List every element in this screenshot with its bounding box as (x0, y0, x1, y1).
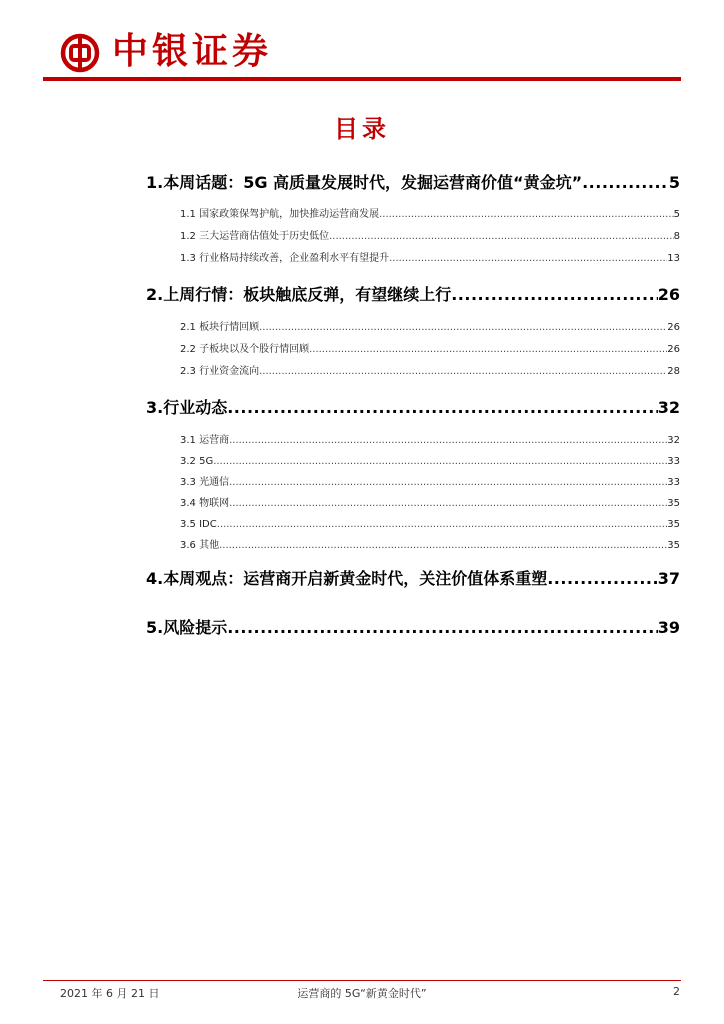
footer-report-title: 运营商的 5G“新黄金时代” (297, 987, 427, 1000)
dot-leader (227, 398, 658, 418)
toc-entry-1-1[interactable] (180, 208, 680, 222)
dot-leader (329, 230, 674, 244)
toc-entry-1-3[interactable] (180, 252, 680, 266)
page-header (0, 0, 724, 82)
toc-entry-title: 3.5 IDC (180, 519, 217, 530)
toc-entry-page: 32 (667, 435, 680, 446)
toc-entry-1[interactable] (146, 173, 680, 193)
toc-entry-1-2[interactable] (180, 230, 680, 244)
dot-leader (389, 252, 667, 266)
toc-entry-title: 3.行业动态 (146, 398, 228, 417)
footer-date: 2021 年 6 月 21 日 (60, 987, 160, 1000)
toc-entry-title: 3.3 光通信 (180, 477, 230, 488)
toc-entry-3-5[interactable] (180, 518, 680, 532)
dot-leader (229, 434, 667, 448)
toc-entry-title: 1.3 行业格局持续改善，企业盈利水平有望提升 (180, 253, 390, 264)
dot-leader (259, 321, 667, 335)
toc-entry-3-1[interactable] (180, 434, 680, 448)
toc-title: 目录 (334, 115, 390, 143)
toc-entry-title: 2.2 子板块以及个股行情回顾 (180, 344, 310, 355)
toc-entry-page: 5 (673, 209, 680, 220)
toc-entry-page: 26 (667, 344, 680, 355)
toc-entry-title: 2.3 行业资金流向 (180, 366, 260, 377)
dot-leader (309, 343, 667, 357)
toc-entry-title: 1.1 国家政策保驾护航，加快推动运营商发展 (180, 209, 380, 220)
toc-entry-title: 1.本周话题：5G 高质量发展时代，发掘运营商价值“黄金坑” (146, 173, 583, 192)
footer-divider (43, 980, 681, 981)
toc-entry-page: 35 (667, 519, 680, 530)
brand-name: 中银证券 (112, 30, 273, 72)
toc-entry-page: 39 (657, 618, 680, 637)
toc-entry-2-3[interactable] (180, 365, 680, 379)
toc-entry-page: 26 (657, 285, 680, 304)
toc-entry-page: 5 (668, 173, 680, 192)
dot-leader (547, 569, 658, 589)
toc-entry-3-3[interactable] (180, 476, 680, 490)
toc-entry-2-1[interactable] (180, 321, 680, 335)
toc-entry-3-6[interactable] (180, 539, 680, 553)
toc-entry-page: 28 (667, 366, 680, 377)
toc-entry-page: 32 (657, 398, 680, 417)
dot-leader (213, 455, 667, 469)
toc-entry-2-2[interactable] (180, 343, 680, 357)
dot-leader (582, 173, 669, 193)
footer-page-number: 2 (673, 985, 680, 998)
toc-entry-title: 2.1 板块行情回顾 (180, 322, 260, 333)
toc-entry-3-4[interactable] (180, 497, 680, 511)
header-divider (43, 77, 681, 81)
toc-entry-page: 13 (667, 253, 680, 264)
toc-entry-page: 8 (673, 231, 680, 242)
dot-leader (219, 539, 667, 553)
toc-entry-title: 4.本周观点：运营商开启新黄金时代，关注价值体系重塑 (146, 569, 548, 588)
dot-leader (229, 476, 667, 490)
toc-entry-3-2[interactable] (180, 455, 680, 469)
toc-entry-4[interactable] (146, 569, 680, 589)
toc-entry-title: 3.2 5G (180, 456, 214, 467)
toc-entry-title: 1.2 三大运营商估值处于历史低位 (180, 231, 330, 242)
toc-entry-page: 33 (667, 456, 680, 467)
toc-entry-page: 33 (667, 477, 680, 488)
toc-entry-2[interactable] (146, 285, 680, 305)
dot-leader (217, 518, 668, 532)
dot-leader (259, 365, 667, 379)
toc-entry-title: 2.上周行情：板块触底反弹，有望继续上行 (146, 285, 452, 304)
toc-entry-page: 35 (667, 498, 680, 509)
toc-entry-title: 3.6 其他 (180, 540, 220, 551)
toc-entry-title: 3.4 物联网 (180, 498, 230, 509)
toc-entry-title: 5.风险提示 (146, 618, 228, 637)
bank-of-china-logo-icon (60, 33, 100, 73)
toc-entry-title: 3.1 运营商 (180, 435, 230, 446)
toc-entry-page: 35 (667, 540, 680, 551)
dot-leader (379, 208, 674, 222)
dot-leader (451, 285, 658, 305)
dot-leader (229, 497, 667, 511)
toc-entry-5[interactable] (146, 618, 680, 638)
toc-entry-page: 26 (667, 322, 680, 333)
toc-entry-3[interactable] (146, 398, 680, 418)
toc-entry-page: 37 (657, 569, 680, 588)
dot-leader (227, 618, 658, 638)
